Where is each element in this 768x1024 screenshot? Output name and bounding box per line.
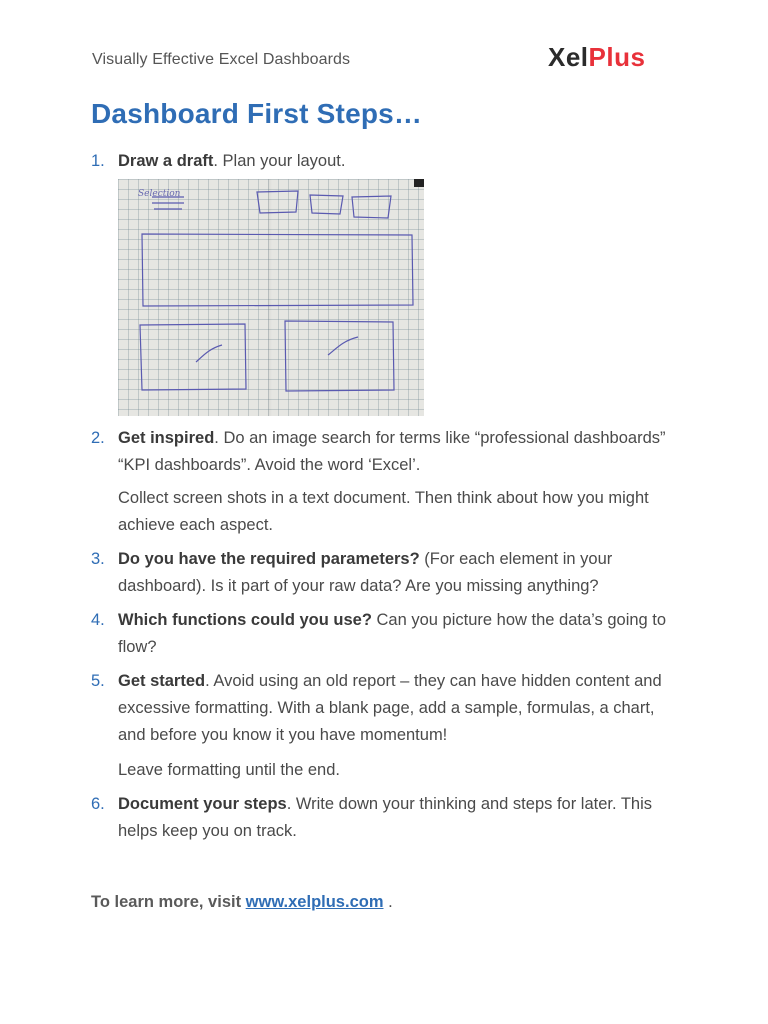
sketch-label: Selection — [138, 189, 181, 199]
step-text: (For each element in your dashboard). Is it part of your raw data? Are you missing anything? — [118, 550, 613, 595]
header-subtitle: Visually Effective Excel Dashboards — [92, 51, 351, 68]
dashboard-sketch-photo — [118, 179, 424, 416]
step-heading: Document your steps — [118, 795, 287, 813]
step-heading: Get started — [118, 672, 206, 690]
step-number: 4. — [91, 611, 105, 629]
sketch-drawing — [118, 179, 424, 416]
step-number: 6. — [91, 795, 105, 813]
step-3 — [91, 546, 671, 600]
footer-suffix: . — [383, 893, 393, 911]
step-heading: Draw a draft — [118, 152, 214, 170]
step-text: . Write down your thinking and steps for later. This helps keep you on track. — [118, 795, 653, 840]
logo-xel: Xel — [548, 42, 589, 72]
step-text: . Avoid using an old report – they can have hidden content and excessive formatting. With a blank page, add a sample, formulas, a chart, and before you know it you have momentum! — [118, 672, 662, 744]
steps-list — [91, 148, 671, 845]
step-heading: Get inspired — [118, 429, 215, 447]
step-number: 5. — [91, 672, 105, 690]
step-text: . Do an image search for terms like “professional dashboards” “KPI dashboards”. Avoid the word ‘Excel’. — [118, 429, 666, 474]
step-extra: Collect screen shots in a text document. Then think about how you might achieve each aspect. — [118, 489, 649, 534]
step-number: 3. — [91, 550, 105, 568]
step-1 — [91, 148, 671, 416]
logo-plus: Plus — [588, 42, 646, 72]
footer-learn-more — [91, 893, 393, 912]
step-text: Can you picture how the data’s going to flow? — [118, 611, 667, 656]
step-text: . Plan your layout. — [213, 152, 346, 170]
step-extra: Leave formatting until the end. — [118, 761, 340, 779]
step-heading: Do you have the required parameters? — [118, 550, 420, 568]
step-number: 2. — [91, 429, 105, 447]
step-number: 1. — [91, 152, 105, 170]
xelplus-website-link[interactable]: www.xelplus.com — [245, 893, 384, 911]
footer-prefix: To learn more, visit — [91, 893, 246, 911]
step-6 — [91, 791, 671, 845]
step-2 — [91, 425, 671, 539]
step-5 — [91, 668, 671, 784]
step-4 — [91, 607, 671, 661]
page-title: Dashboard First Steps… — [91, 98, 423, 129]
step-heading: Which functions could you use? — [118, 611, 372, 629]
xelplus-logo — [548, 42, 645, 73]
